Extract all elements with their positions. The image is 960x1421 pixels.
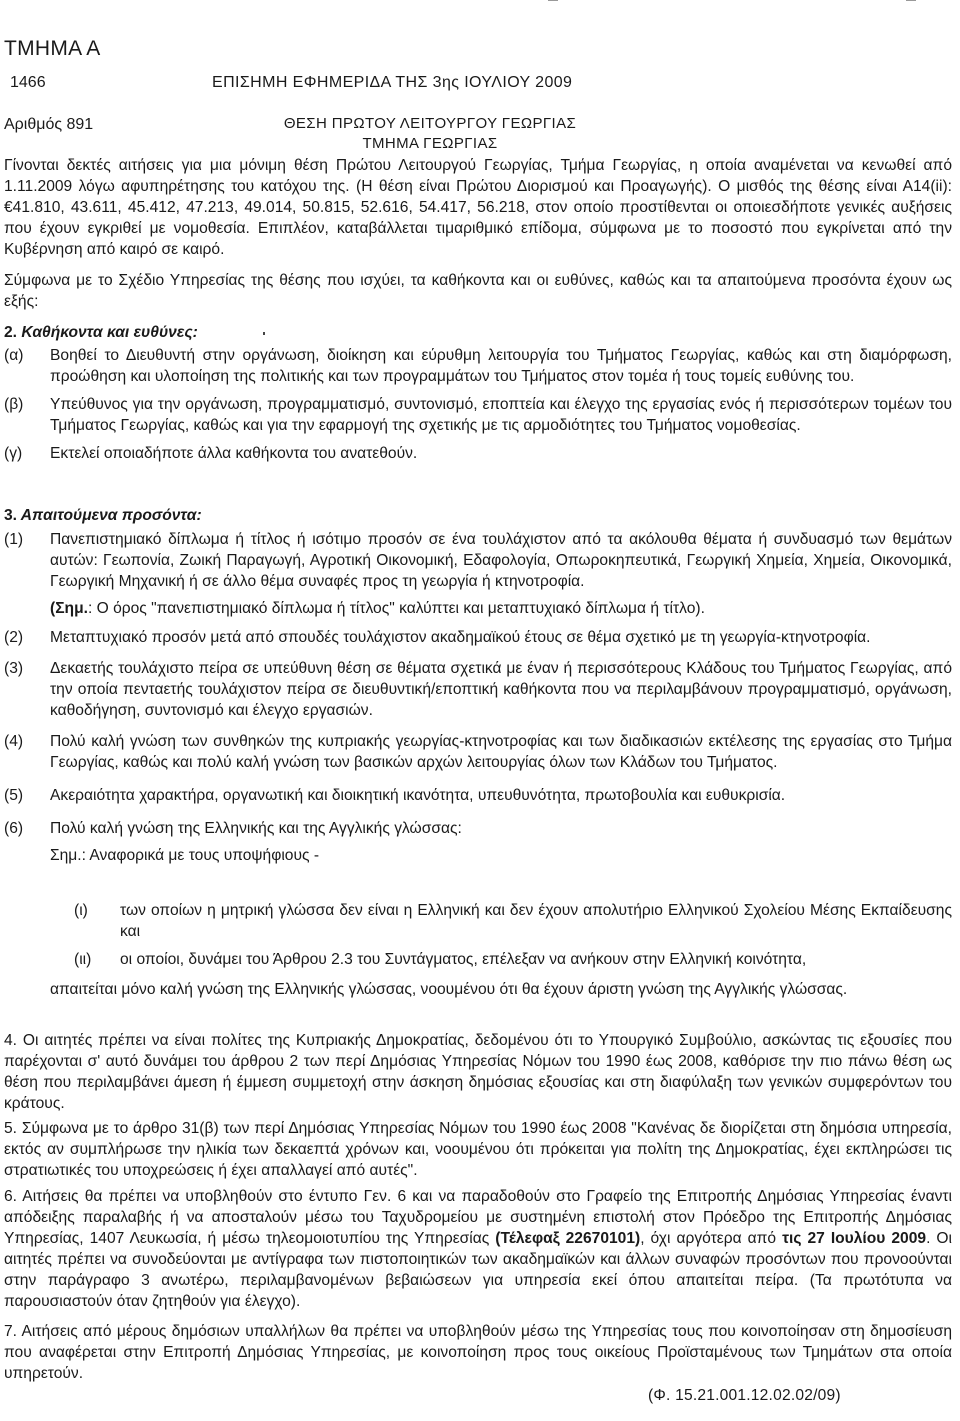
section-label: ΤΜΗΜΑ Α: [4, 37, 101, 60]
item-text: Πολύ καλή γνώση της Ελληνικής και της Αγγλικής γλώσσας:: [50, 820, 462, 837]
deadline-date: τις 27 Ιουλίου 2009: [782, 1230, 927, 1247]
list-item: [4, 658, 952, 721]
position-title: [280, 114, 580, 154]
list-item: [4, 900, 952, 942]
position-title-line2: ΤΜΗΜΑ ΓΕΩΡΓΙΑΣ: [362, 135, 498, 152]
qualifications-number: 3.: [4, 507, 18, 524]
language-note-intro: Σημ.: Αναφορικά με τους υποψήφιους -: [50, 847, 320, 864]
duties-list: [4, 345, 952, 464]
item-text: Ακεραιότητα χαρακτήρα, οργανωτική και διοικητική ικανότητα, υπευθυνότητα, πρωτοβουλία και ευθυκρισία.: [50, 787, 786, 804]
item-text: Πολύ καλή γνώση των συνθηκών της κυπριακής γεωργίας-κτηνοτροφίας και των διαδικασιών εκτέλεσης της εργασίας στο Τμήμα Γεωργίας, καθώς και πολύ καλή γνώση των βασικών αρχών λειτουργίας όλων των Κλάδων του Τμήματος.: [50, 733, 952, 771]
paragraph-6: [4, 1186, 952, 1312]
item-label: (2): [4, 629, 24, 646]
list-item: [4, 394, 952, 436]
notice-number: Αριθμός 891: [4, 116, 94, 133]
scan-edge-mark: [906, 0, 916, 1]
paragraph-4: 4. Οι αιτητές πρέπει να είναι πολίτες της Κυπριακής Δημοκρατίας, δεδομένου ότι το Υπουργικό Συμβούλιο, ασκώντας τις εξουσίες που παρέχονται σ' αυτό δυνάμει του άρθρου 2 των περί Δημόσιας Υπηρεσίας Νόμων του 1990 έως 2008, καθόρισε την πιο πάνω θέση ως θέση που περιλαμβάνει άμεση ή έμμεση συμμετοχή στην άσκηση δημόσιας εξουσίας και στη διαφύλαξη των γενικών συμφερόντων του κράτους.: [4, 1032, 952, 1112]
list-item: [4, 443, 952, 464]
item-text: απαιτείται μόνο καλή γνώση της Ελληνικής γλώσσας, νοουμένου ότι θα έχουν άριστη γνώση της Αγγλικής γλώσσας.: [50, 981, 848, 998]
qualifications-heading: [4, 505, 202, 526]
list-item: [4, 785, 952, 806]
paragraph-5: 5. Σύμφωνα με το άρθρο 31(β) των περί Δημόσιας Υπηρεσίας Νόμων του 1990 έως 2008 "Κανένας δε διορίζεται στη δημόσια υπηρεσία, εκτός αν συμπλήρωσε την ηλικία των δεκαεπτά χρόνων και, νοουμένου ότι πρόκειται για πολίτη της Δημοκρατίας, έχει εκπληρώσει τις στρατιωτικές του υποχρεώσεις ή έχει απαλλαγεί από αυτές".: [4, 1120, 952, 1179]
fax-number: (Τέλεφαξ 22670101): [495, 1230, 641, 1247]
list-item: [4, 345, 952, 387]
paragraph-7: 7. Αιτήσεις από μέρους δημόσιων υπαλλήλων θα πρέπει να υποβληθούν μέσω της Υπηρεσίας τους που κοινοποίησαν στη δημοσίευση που αναφέρεται στην Επιτροπή Δημόσιας Υπηρεσίας, με κοινοποίηση προς τους οικείους Προϊσταμένους των Τμημάτων στα οποία υπηρετούν.: [4, 1323, 952, 1382]
scan-edge-mark: [548, 0, 558, 1]
note-text: : Ο όρος "πανεπιστημιακό δίπλωμα ή τίτλος" καλύπτει και μεταπτυχιακό δίπλωμα ή τίτλο).: [87, 600, 705, 617]
scheme-intro-paragraph: Σύμφωνα με το Σχέδιο Υπηρεσίας της θέσης που ισχύει, τα καθήκοντα και οι ευθύνες, καθώς και τα απαιτούμενα προσόντα έχουν ως εξής:: [4, 272, 952, 310]
paragraph-6-part3: . Οι αιτητές πρέπει να συνοδεύονται με αντίγραφα των πιστοποιητικών των ακαδημαϊκών και άλλων συναφών προσόντων που προνοούνται στην παράγραφο 3 ανωτέρω, περιλαμβανομένων βεβαιώσεων για υπηρεσία εκεί όπου απαιτείται πείρα. (Τα πρωτότυπα να παρουσιαστούν όταν ζητηθούν για έλεγχο).: [4, 1230, 952, 1310]
item-text: Βοηθεί το Διευθυντή στην οργάνωση, διοίκηση και εύρυθμη λειτουργία του Τμήματος Γεωργίας, καθώς και στη διαμόρφωση, προώθηση και υλοποίηση της πολιτικής και των προγραμμάτων του Τμήματος στον τομέα ή τους τομείς ευθύνης του.: [50, 347, 952, 385]
paragraph-6-part1: 6. Αιτήσεις θα πρέπει να υποβληθούν στο έντυπο Γεν. 6 και να παραδοθούν στο Γραφείο της Επιτροπής Δημόσιας Υπηρεσίας έναντι απόδειξης παραλαβής ή να αποσταλούν μέσω του Ταχυδρομείου με συστημένη επιστολή στον Πρόεδρο της Επιτροπής Δημόσιας Υπηρεσίας, 1407 Λευκωσία, ή μέσω τηλεομοιοτυπίου της Υπηρεσίας: [4, 1188, 952, 1247]
qualifications-list: [4, 529, 952, 866]
language-note-sublist: [4, 900, 952, 1000]
page-number: 1466: [10, 74, 46, 91]
intro-paragraph: Γίνονται δεκτές αιτήσεις για μια μόνιμη θέση Πρώτου Λειτουργού Γεωργίας, Τμήμα Γεωργίας, η οποία αναμένεται να κενωθεί από 1.11.2009 λόγω αφυπηρέτησης του κατόχου της. (Η θέση είναι Πρώτου Διορισμού και Προαγωγής). Ο μισθός της θέσης είναι Α14(ii): €41.810, 43.611, 45.412, 47.213, 49.014, 50.815, 52.616, 54.417, 56.218, στον οποίο προστίθενται οι οποιεσδήποτε γενικές αυξήσεις που έχουν εγκριθεί με νομοθεσία. Επιπλέον, καταβάλλεται τιμαριθμικό επίδομα, σύμφωνα με το ποσοστό που εγκρίνεται από την Κυβέρνηση από καιρό σε καιρό.: [4, 157, 952, 258]
item-label: (γ): [4, 445, 23, 462]
language-note-outro: [4, 979, 952, 1000]
duties-heading-text: Καθήκοντα και ευθύνες:: [21, 324, 198, 341]
item-label: (3): [4, 660, 24, 677]
paragraph-6-part2: , όχι αργότερα από: [640, 1230, 783, 1247]
file-reference: (Φ. 15.21.001.12.02.02/09): [648, 1387, 841, 1404]
list-item: [4, 818, 952, 866]
scan-mark: [263, 332, 265, 335]
item-text: Μεταπτυχιακό προσόν μετά από σπουδές τουλάχιστον ακαδημαϊκού έτους σε θέμα σχετικό με τη γεωργία-κτηνοτροφία.: [50, 629, 871, 646]
list-item: [4, 627, 952, 648]
item-note: [50, 598, 952, 619]
item-label: (6): [4, 820, 24, 837]
item-text: οι οποίοι, δυνάμει του Άρθρου 2.3 του Συντάγματος, επέλεξαν να ανήκουν στην Ελληνική κοινότητα,: [120, 951, 807, 968]
item-label: (β): [4, 396, 24, 413]
gazette-header: ΕΠΙΣΗΜΗ ΕΦΗΜΕΡΙΔΑ ΤΗΣ 3ης ΙΟΥΛΙΟΥ 2009: [212, 74, 573, 91]
item-label: (1): [4, 531, 24, 548]
list-item: [4, 529, 952, 619]
item-text: Εκτελεί οποιαδήποτε άλλα καθήκοντα του ανατεθούν.: [50, 445, 418, 462]
item-label: (4): [4, 733, 24, 750]
position-title-line1: ΘΕΣΗ ΠΡΩΤΟΥ ΛΕΙΤΟΥΡΓΟΥ ΓΕΩΡΓΙΑΣ: [283, 115, 577, 132]
duties-number: 2.: [4, 324, 18, 341]
item-text: των οποίων η μητρική γλώσσα δεν είναι η Ελληνική και δεν έχουν απολυτήριο Ελληνικού Σχολείου Μέσης Εκπαίδευσης και: [120, 902, 952, 940]
list-item: [4, 731, 952, 773]
item-text: Πανεπιστημιακό δίπλωμα ή τίτλος ή ισότιμο προσόν σε ένα τουλάχιστον από τα ακόλουθα θέματα ή συνδυασμό των θεμάτων αυτών: Γεωπονία, Ζωική Παραγωγή, Αγροτική Οικονομική, Εδαφολογία, Οπωροκηπευτικά, Γεωργική Χημεία, Χημεία, Οικονομικά, Γεωργική Μηχανική ή σε άλλο θέμα συναφές προς τη γεωργία ή κτηνοτροφία.: [50, 531, 952, 590]
item-label: (α): [4, 347, 24, 364]
item-label: (5): [4, 787, 24, 804]
qualifications-heading-text: Απαιτούμενα προσόντα:: [20, 507, 202, 524]
item-label: (ι): [74, 902, 88, 919]
item-label: (ιι): [74, 951, 92, 968]
list-item: [4, 949, 952, 970]
item-text: Δεκαετής τουλάχιστο πείρα σε υπεύθυνη θέση σε θέματα σχετικά με έναν ή περισσότερους Κλάδους του Τμήματος Γεωργίας, από την οποία πενταετής τουλάχιστον πείρα σε διευθυντική/εποπτική καθήκοντα που να περιλαμβάνουν προγραμματισμό, οργάνωση, καθοδήγηση, συντονισμό και έλεγχο εργασιών.: [50, 660, 952, 719]
duties-heading: [4, 322, 198, 343]
note-label: (Σημ.: [50, 600, 88, 617]
item-text: Υπεύθυνος για την οργάνωση, προγραμματισμό, συντονισμό, εποπτεία και έλεγχο της εργασίας ενός ή περισσότερων τομέων του Τμήματος Γεωργίας, καθώς και για την εφαρμογή της σχετικής με τις αρμοδιότητες του Τμήματος νομοθεσίας.: [50, 396, 952, 434]
